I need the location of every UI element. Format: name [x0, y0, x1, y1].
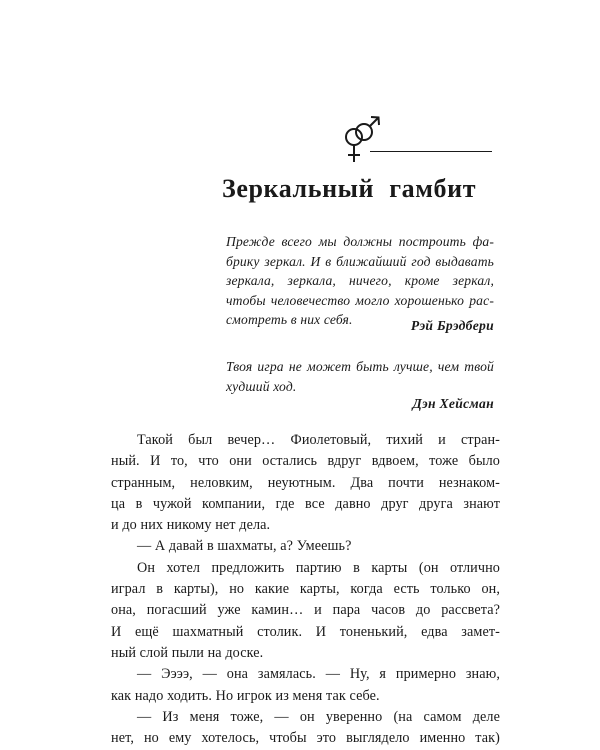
epigraph-line: брику зеркал. И в ближайший год выдавать: [226, 253, 494, 269]
epigraph-author-1: Рэй Брэдбери: [410, 318, 494, 333]
epigraph-line: чтобы человечество могло хорошенько рас-: [226, 292, 494, 308]
gender-symbols-icon: [338, 112, 384, 166]
chapter-body: [111, 430, 500, 749]
body-line: — А давай в шахматы, а? Умеешь?: [137, 538, 352, 555]
epigraph-2: [226, 357, 494, 396]
body-line: Такой был вечер… Фиолетовый, тихий и стран-: [137, 432, 500, 448]
epigraph-line: Твоя игра не может быть лучше, чем твой: [226, 359, 494, 374]
body-line: ный. И то, что они остались вдруг вдвоем, тоже было: [111, 453, 500, 470]
epigraph-line: Прежде всего мы должны построить фа-: [226, 234, 494, 249]
body-line: она, погасший уже камин… и пара часов до рассвета?: [111, 602, 500, 619]
body-line: ный слой пыли на доске.: [111, 644, 264, 661]
body-line: — Из меня тоже, — он уверенно (на самом деле: [137, 708, 500, 725]
body-line: как надо ходить. Но игрок из меня так себе.: [111, 687, 380, 704]
body-line: странным, неловким, неуютным. Два почти незнаком-: [111, 474, 500, 491]
body-line: — Ээээ, — она замялась. — Ну, я примерно знаю,: [137, 666, 500, 683]
body-line: Он хотел предложить партию в карты (он отлично: [137, 559, 500, 576]
epigraph-author-2: Дэн Хейсман: [412, 396, 494, 411]
chapter-rule: [370, 151, 492, 152]
body-line: ца в чужой компании, где все давно друг друга знают: [111, 495, 500, 512]
body-line: нет, но ему хотелось, чтобы это выглядело именно так): [111, 730, 500, 747]
epigraph-1: [226, 232, 494, 330]
epigraph-line: худший ход.: [226, 378, 297, 394]
epigraph-line: зеркала, зеркала, ничего, кроме зеркал,: [226, 273, 494, 288]
epigraph-line: смотреть в них себя.: [226, 312, 353, 327]
body-line: и до них никому нет дела.: [111, 517, 271, 534]
chapter-title: Зеркальный гамбит: [222, 174, 477, 203]
body-line: И ещё шахматный столик. И тоненький, едва замет-: [111, 623, 500, 640]
body-line: играл в карты), но какие карты, когда есть только он,: [111, 581, 500, 598]
